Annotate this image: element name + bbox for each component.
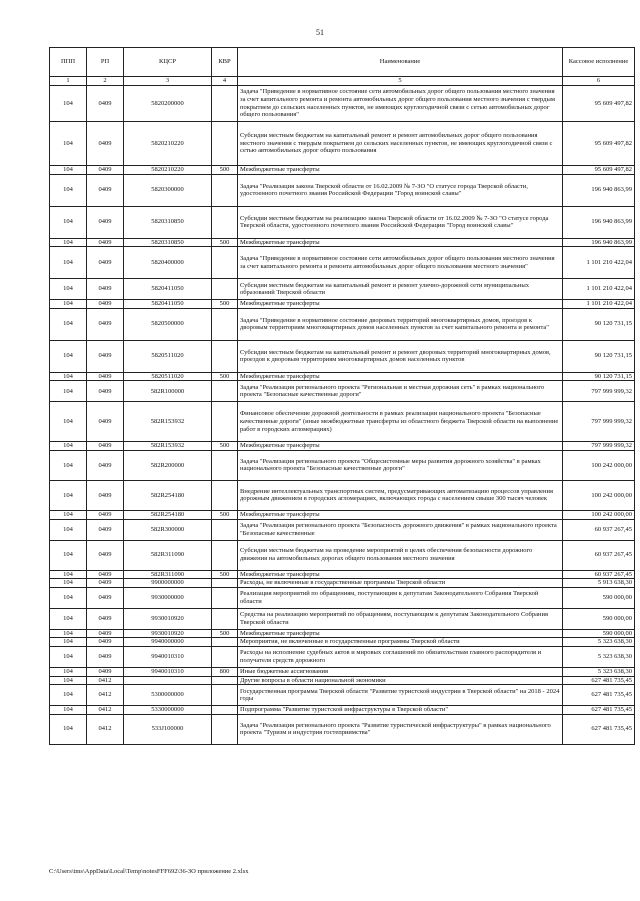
- cell-amount: 1 101 210 422,04: [563, 279, 635, 300]
- table-row: [50, 247, 635, 279]
- cell-amount: 90 120 731,15: [563, 340, 635, 372]
- cell-kvr: 500: [212, 300, 238, 309]
- cell-ppp: 104: [50, 646, 87, 667]
- cell-rp: 0409: [87, 442, 124, 451]
- cell-ppp: 104: [50, 206, 87, 238]
- cell-name: Субсидии местным бюджетам на реализацию закона Тверской области от 16.02.2009 № 7-ЗО "О статусе города Тверской области, удостоенного почетного звания Российской Федерации "Город воинской славы": [238, 206, 563, 238]
- column-number: 3: [124, 77, 212, 86]
- cell-name: Субсидии местным бюджетам на капитальный ремонт и ремонт дворовых территорий многоквартирных домов, проездов к дворовым территориям многоквартирных домов населенных пунктов: [238, 340, 563, 372]
- cell-ppp: 104: [50, 122, 87, 166]
- cell-rp: 0409: [87, 646, 124, 667]
- cell-amount: 797 999 999,32: [563, 442, 635, 451]
- cell-name: Задача "Реализация регионального проекта "Безопасность дорожного движения" в рамках национального проекта "Безопасные качественные: [238, 519, 563, 540]
- cell-kcsr: 5820310850: [124, 238, 212, 247]
- cell-kcsr: 582R200000: [124, 450, 212, 480]
- cell-rp: 0409: [87, 238, 124, 247]
- cell-name: Реализация мероприятий по обращениям, поступающим к депутатам Законодательного Собрания Тверской области: [238, 587, 563, 608]
- cell-rp: 0409: [87, 480, 124, 510]
- cell-ppp: 104: [50, 579, 87, 588]
- cell-ppp: 104: [50, 308, 87, 340]
- cell-kvr: [212, 608, 238, 629]
- cell-kvr: [212, 381, 238, 402]
- cell-amount: 90 120 731,15: [563, 372, 635, 381]
- table-row: [50, 685, 635, 706]
- table-row: [50, 667, 635, 676]
- cell-name: Задача "Приведение в нормативное состояние дворовых территорий многоквартирных домов, проездов к дворовым территориям многоквартирных домов населенных пунктов за счет капитального ремонта и ремонта": [238, 308, 563, 340]
- cell-ppp: 104: [50, 480, 87, 510]
- cell-amount: 627 481 735,45: [563, 706, 635, 715]
- cell-ppp: 104: [50, 300, 87, 309]
- cell-ppp: 104: [50, 629, 87, 638]
- cell-name: Задача "Реализация регионального проекта "Региональная и местная дорожная сеть" в рамках национального проекта "Безопасные качественные дороги": [238, 381, 563, 402]
- cell-amount: 5 913 638,30: [563, 579, 635, 588]
- table-row: [50, 676, 635, 685]
- cell-kvr: 500: [212, 510, 238, 519]
- cell-amount: 627 481 735,45: [563, 714, 635, 744]
- cell-ppp: 104: [50, 238, 87, 247]
- cell-name: Внедрение интеллектуальных транспортных систем, предусматривающих автоматизацию процессов управления дорожным движением в городских агломерациях, включающих города с населением свыше 300 тысяч человек: [238, 480, 563, 510]
- table-row: [50, 381, 635, 402]
- cell-kcsr: 9940010310: [124, 646, 212, 667]
- cell-kvr: [212, 676, 238, 685]
- cell-kvr: [212, 279, 238, 300]
- cell-rp: 0409: [87, 174, 124, 206]
- cell-name: Межбюджетные трансферты: [238, 629, 563, 638]
- cell-ppp: 104: [50, 340, 87, 372]
- cell-kvr: [212, 540, 238, 570]
- page-number: 51: [316, 28, 324, 37]
- cell-name: Средства на реализацию мероприятий по обращениям, поступающим к депутатам Законодательного Собрания Тверской области: [238, 608, 563, 629]
- cell-rp: 0409: [87, 629, 124, 638]
- cell-amount: 5 323 638,30: [563, 667, 635, 676]
- cell-ppp: 104: [50, 676, 87, 685]
- cell-rp: 0409: [87, 570, 124, 579]
- cell-kcsr: 5820210220: [124, 122, 212, 166]
- cell-kcsr: 5820511020: [124, 340, 212, 372]
- cell-kvr: [212, 174, 238, 206]
- cell-kcsr: [124, 676, 212, 685]
- cell-amount: 60 937 267,45: [563, 540, 635, 570]
- cell-ppp: 104: [50, 587, 87, 608]
- column-number: 6: [563, 77, 635, 86]
- cell-rp: 0409: [87, 587, 124, 608]
- table-row: [50, 519, 635, 540]
- cell-ppp: 104: [50, 166, 87, 175]
- cell-kcsr: 9940000000: [124, 638, 212, 647]
- table-row: [50, 540, 635, 570]
- cell-kcsr: 5820200000: [124, 86, 212, 122]
- cell-amount: 95 609 497,82: [563, 86, 635, 122]
- cell-kvr: 500: [212, 442, 238, 451]
- table-row: [50, 402, 635, 442]
- cell-rp: 0409: [87, 166, 124, 175]
- header-kvr: КВР: [212, 48, 238, 77]
- column-number-row: [50, 77, 635, 86]
- table-row: [50, 308, 635, 340]
- column-number: 4: [212, 77, 238, 86]
- cell-kvr: [212, 122, 238, 166]
- cell-kcsr: 582R300000: [124, 519, 212, 540]
- cell-ppp: 104: [50, 247, 87, 279]
- cell-kvr: 500: [212, 629, 238, 638]
- cell-kcsr: 5330000000: [124, 706, 212, 715]
- cell-kvr: [212, 519, 238, 540]
- cell-kcsr: 9930000000: [124, 587, 212, 608]
- table-row: [50, 340, 635, 372]
- cell-name: Задача "Реализация закона Тверской области от 16.02.2009 № 7-ЗО "О статусе города Тверской области, удостоенного почетного звания Российской Федерации "Город воинской славы": [238, 174, 563, 206]
- cell-name: Финансовое обеспечение дорожной деятельности в рамках реализации национального проекта "Безопасные качественные дороги" (иные межбюджетные трансферты из областного бюджета Тверской области на выполнение работ в городских агломерациях): [238, 402, 563, 442]
- cell-rp: 0409: [87, 519, 124, 540]
- cell-kvr: [212, 714, 238, 744]
- cell-kvr: [212, 247, 238, 279]
- cell-amount: 95 609 497,82: [563, 122, 635, 166]
- cell-kcsr: 582R311090: [124, 570, 212, 579]
- cell-kcsr: 5820400000: [124, 247, 212, 279]
- cell-amount: 196 940 863,99: [563, 238, 635, 247]
- cell-ppp: 104: [50, 706, 87, 715]
- cell-ppp: 104: [50, 450, 87, 480]
- cell-kcsr: 5820411050: [124, 300, 212, 309]
- cell-amount: 797 999 999,32: [563, 381, 635, 402]
- cell-amount: 797 999 999,32: [563, 402, 635, 442]
- cell-rp: 0409: [87, 402, 124, 442]
- cell-kvr: [212, 646, 238, 667]
- column-number: 5: [238, 77, 563, 86]
- cell-kvr: [212, 206, 238, 238]
- table-row: [50, 587, 635, 608]
- cell-ppp: 104: [50, 442, 87, 451]
- cell-kcsr: 582R254180: [124, 510, 212, 519]
- cell-kcsr: 582R311090: [124, 540, 212, 570]
- cell-kvr: [212, 402, 238, 442]
- header-row: [50, 48, 635, 77]
- cell-name: Межбюджетные трансферты: [238, 300, 563, 309]
- table-row: [50, 166, 635, 175]
- cell-ppp: 104: [50, 685, 87, 706]
- cell-name: Задача "Реализация регионального проекта "Развитие туристической инфраструктуры" в рамках национального проекта "Туризм и индустрия гостеприимства": [238, 714, 563, 744]
- cell-rp: 0409: [87, 279, 124, 300]
- cell-name: Межбюджетные трансферты: [238, 510, 563, 519]
- column-number: 1: [50, 77, 87, 86]
- cell-kvr: [212, 587, 238, 608]
- cell-kvr: 500: [212, 166, 238, 175]
- cell-kcsr: 5820210220: [124, 166, 212, 175]
- cell-ppp: 104: [50, 381, 87, 402]
- cell-kcsr: 9930010920: [124, 629, 212, 638]
- cell-amount: 590 000,00: [563, 587, 635, 608]
- cell-name: Межбюджетные трансферты: [238, 166, 563, 175]
- cell-rp: 0412: [87, 706, 124, 715]
- cell-rp: 0409: [87, 667, 124, 676]
- cell-name: Государственная программа Тверской области "Развитие туристской индустрии в Тверской области" на 2018 - 2024 годы: [238, 685, 563, 706]
- cell-ppp: 104: [50, 638, 87, 647]
- cell-name: Межбюджетные трансферты: [238, 372, 563, 381]
- table-row: [50, 442, 635, 451]
- cell-name: Расходы на исполнение судебных актов и мировых соглашений по обязательствам главного распорядителя и получателя средств дорожного: [238, 646, 563, 667]
- cell-kcsr: 582R153932: [124, 402, 212, 442]
- cell-ppp: 104: [50, 174, 87, 206]
- cell-kvr: [212, 685, 238, 706]
- cell-ppp: 104: [50, 608, 87, 629]
- cell-rp: 0409: [87, 450, 124, 480]
- cell-kvr: [212, 480, 238, 510]
- header-amount: Кассовое исполнение: [563, 48, 635, 77]
- cell-ppp: 104: [50, 519, 87, 540]
- cell-name: Задача "Приведение в нормативное состояние сети автомобильных дорог общего пользования местного значения за счет капитального ремонта и ремонта автомобильных дорог общего пользования местного значения с твердым покрытием до сельских населенных пунктов, не имеющих круглогодичной связи с сетью автомобильных дорог общего пользования": [238, 86, 563, 122]
- table-row: [50, 629, 635, 638]
- cell-name: Межбюджетные трансферты: [238, 442, 563, 451]
- cell-name: Субсидии местным бюджетам на проведение мероприятий в целях обеспечения безопасности дорожного движения на автомобильных дорогах общего пользования местного значения: [238, 540, 563, 570]
- cell-ppp: 104: [50, 570, 87, 579]
- cell-rp: 0409: [87, 638, 124, 647]
- cell-kcsr: 5820310850: [124, 206, 212, 238]
- cell-name: Субсидии местным бюджетам на капитальный ремонт и ремонт улично-дорожной сети муниципальных образований Тверской области: [238, 279, 563, 300]
- cell-amount: 95 609 497,82: [563, 166, 635, 175]
- table-row: [50, 646, 635, 667]
- table-row: [50, 570, 635, 579]
- column-number: 2: [87, 77, 124, 86]
- table-row: [50, 174, 635, 206]
- header-kcsr: КЦСР: [124, 48, 212, 77]
- cell-ppp: 104: [50, 510, 87, 519]
- budget-table: [49, 47, 635, 745]
- cell-amount: 1 101 210 422,04: [563, 247, 635, 279]
- cell-rp: 0409: [87, 122, 124, 166]
- table-row: [50, 510, 635, 519]
- cell-rp: 0409: [87, 608, 124, 629]
- cell-rp: 0412: [87, 676, 124, 685]
- cell-rp: 0409: [87, 579, 124, 588]
- table-row: [50, 714, 635, 744]
- cell-kcsr: 5820300000: [124, 174, 212, 206]
- table-row: [50, 279, 635, 300]
- table-row: [50, 638, 635, 647]
- cell-rp: 0409: [87, 540, 124, 570]
- cell-rp: 0409: [87, 308, 124, 340]
- cell-amount: 100 242 000,00: [563, 510, 635, 519]
- cell-name: Подпрограмма "Развитие туристской инфраструктуры в Тверской области": [238, 706, 563, 715]
- cell-amount: 590 000,00: [563, 629, 635, 638]
- cell-name: Мероприятия, не включенные в государственные программы Тверской области: [238, 638, 563, 647]
- cell-kcsr: 582R254180: [124, 480, 212, 510]
- table-row: [50, 450, 635, 480]
- cell-kvr: [212, 340, 238, 372]
- cell-amount: 5 323 638,30: [563, 638, 635, 647]
- cell-ppp: 104: [50, 540, 87, 570]
- cell-kvr: [212, 706, 238, 715]
- table-row: [50, 372, 635, 381]
- cell-amount: 627 481 735,45: [563, 676, 635, 685]
- cell-rp: 0409: [87, 381, 124, 402]
- cell-kvr: 500: [212, 372, 238, 381]
- cell-ppp: 104: [50, 667, 87, 676]
- cell-rp: 0409: [87, 510, 124, 519]
- cell-name: Задача "Приведение в нормативное состояние сети автомобильных дорог общего пользования местного значения за счет капитального ремонта и ремонта автомобильных дорог общего пользования местного значения": [238, 247, 563, 279]
- cell-kcsr: 582R153932: [124, 442, 212, 451]
- cell-amount: 100 242 000,00: [563, 480, 635, 510]
- cell-rp: 0409: [87, 86, 124, 122]
- cell-kvr: 800: [212, 667, 238, 676]
- cell-kcsr: 5820511020: [124, 372, 212, 381]
- cell-ppp: 104: [50, 714, 87, 744]
- table-row: [50, 86, 635, 122]
- cell-kcsr: 533J100000: [124, 714, 212, 744]
- table-row: [50, 579, 635, 588]
- cell-kvr: 500: [212, 238, 238, 247]
- cell-ppp: 104: [50, 402, 87, 442]
- cell-kvr: [212, 638, 238, 647]
- cell-rp: 0412: [87, 714, 124, 744]
- cell-name: Другие вопросы в области национальной экономики: [238, 676, 563, 685]
- cell-amount: 5 323 638,30: [563, 646, 635, 667]
- cell-rp: 0412: [87, 685, 124, 706]
- cell-ppp: 104: [50, 279, 87, 300]
- cell-amount: 90 120 731,15: [563, 308, 635, 340]
- cell-amount: 196 940 863,99: [563, 206, 635, 238]
- cell-ppp: 104: [50, 86, 87, 122]
- cell-name: Расходы, не включенные в государственные программы Тверской области: [238, 579, 563, 588]
- table-row: [50, 300, 635, 309]
- header-name: Наименование: [238, 48, 563, 77]
- cell-rp: 0409: [87, 300, 124, 309]
- cell-kvr: [212, 579, 238, 588]
- cell-kcsr: 9930010920: [124, 608, 212, 629]
- cell-amount: 100 242 000,00: [563, 450, 635, 480]
- cell-kcsr: 5300000000: [124, 685, 212, 706]
- cell-kcsr: 9900000000: [124, 579, 212, 588]
- cell-kvr: 500: [212, 570, 238, 579]
- cell-amount: 627 481 735,45: [563, 685, 635, 706]
- cell-amount: 590 000,00: [563, 608, 635, 629]
- table-row: [50, 706, 635, 715]
- cell-rp: 0409: [87, 340, 124, 372]
- table-row: [50, 122, 635, 166]
- cell-rp: 0409: [87, 372, 124, 381]
- table-row: [50, 480, 635, 510]
- cell-kcsr: 5820411050: [124, 279, 212, 300]
- cell-kvr: [212, 308, 238, 340]
- cell-amount: 60 937 267,45: [563, 519, 635, 540]
- cell-kvr: [212, 86, 238, 122]
- table-row: [50, 238, 635, 247]
- cell-rp: 0409: [87, 206, 124, 238]
- cell-amount: 1 101 210 422,04: [563, 300, 635, 309]
- cell-rp: 0409: [87, 247, 124, 279]
- table-row: [50, 206, 635, 238]
- header-rp: РП: [87, 48, 124, 77]
- cell-amount: 196 940 863,99: [563, 174, 635, 206]
- header-ppp: ППП: [50, 48, 87, 77]
- cell-name: Межбюджетные трансферты: [238, 570, 563, 579]
- cell-name: Иные бюджетные ассигнования: [238, 667, 563, 676]
- file-path: C:\Users\tms\AppData\Local\Temp\notesFFF692\36-ЗО приложение 2.xlsx: [49, 868, 249, 875]
- cell-ppp: 104: [50, 372, 87, 381]
- cell-name: Межбюджетные трансферты: [238, 238, 563, 247]
- table-row: [50, 608, 635, 629]
- cell-name: Субсидии местным бюджетам на капитальный ремонт и ремонт автомобильных дорог общего пользования местного значения с твердым покрытием до сельских населенных пунктов, не имеющих круглогодичной связи с сетью автомобильных дорог общего пользования: [238, 122, 563, 166]
- cell-kcsr: 5820500000: [124, 308, 212, 340]
- cell-kvr: [212, 450, 238, 480]
- cell-kcsr: 9940010310: [124, 667, 212, 676]
- cell-kcsr: 582R100000: [124, 381, 212, 402]
- cell-name: Задача "Реализация регионального проекта "Общесистемные меры развития дорожного хозяйства" в рамках национального проекта "Безопасные качественные дороги": [238, 450, 563, 480]
- cell-amount: 60 937 267,45: [563, 570, 635, 579]
